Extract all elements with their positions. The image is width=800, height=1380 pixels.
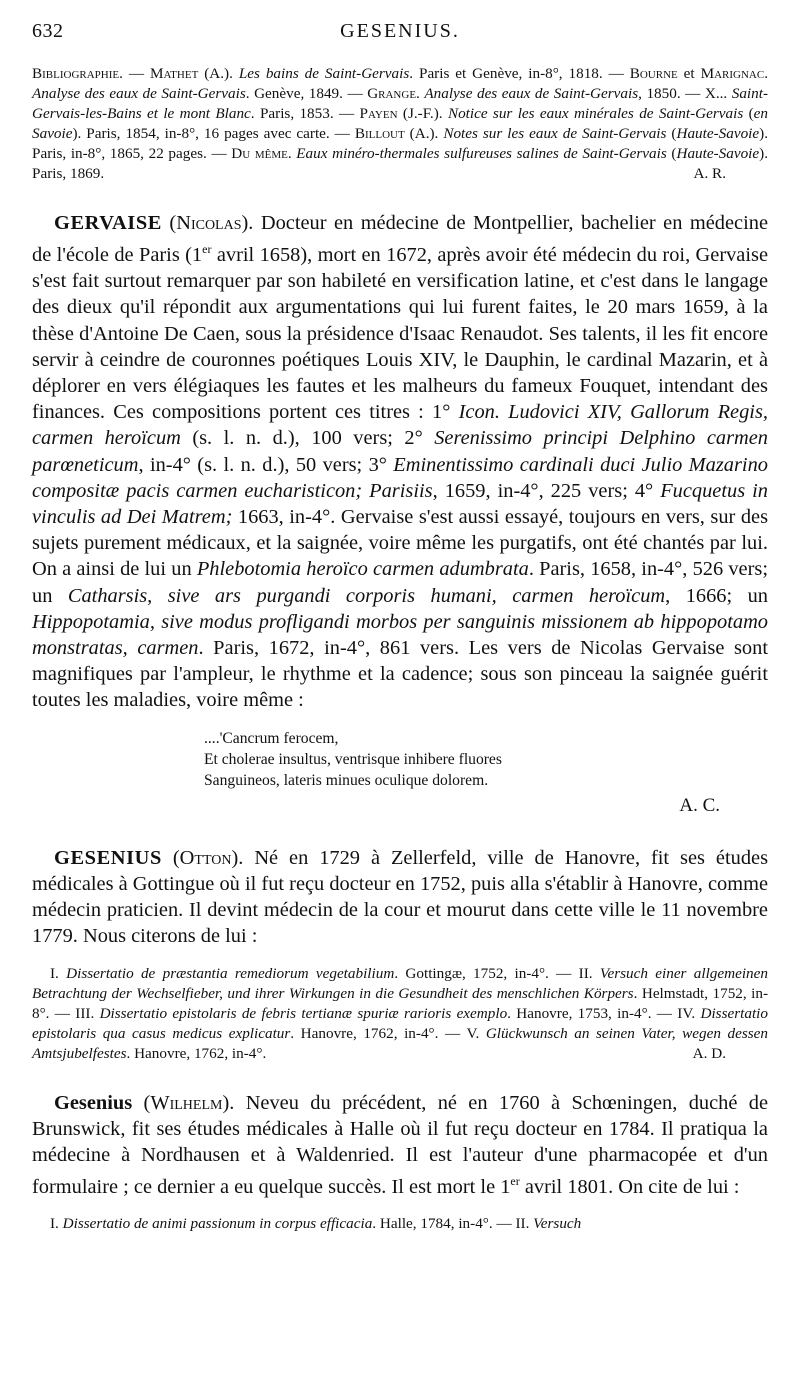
headword: Gesenius (54, 1091, 133, 1114)
work-title: Serenissimo principi Delphino carmen parœneticum (32, 427, 768, 476)
text-run: ( (666, 125, 677, 142)
work-title: Versuch (533, 1215, 582, 1233)
superscript: er (510, 1174, 520, 1189)
article-gesenius-wilhelm (32, 1090, 768, 1235)
author-name: Marignac (700, 65, 765, 82)
text-run: , 1850. — X... (638, 85, 732, 102)
verse-line: Sanguineos, lateris minues oculique dolorem. (204, 771, 489, 789)
text-run: . Paris, 1853. — (250, 105, 360, 122)
text-run: . (764, 65, 768, 82)
bibliography-label: Bibliographie. (32, 65, 123, 82)
work-title: Analyse des eaux de Saint-Gervais (424, 85, 639, 102)
text-run: . Genève, 1849. — (245, 85, 368, 102)
given-name: (Nicolas). (161, 212, 261, 234)
author-name: Du même (231, 145, 288, 162)
work-title: Hippopotamia, sive modus profligandi morbos per sanguinis missionem ab hippopotamo monstratas, carmen (32, 610, 768, 660)
work-title: Haute-Savoie (676, 145, 760, 162)
text-run: , 1666; un (665, 584, 768, 607)
work-title: en Savoie (32, 105, 769, 142)
text-run: Né en 1729 à Zellerfeld, ville de Hanovre, fit ses études médicales à Gottingue où il fut reçu docteur en 1752, puis alla s'établir à Hanovre, comme médecin praticien. Il devint médecin de la cour et mourut dans cette ville le 11 novembre 1779. Nous citerons de lui : (32, 846, 769, 948)
text-run: — (122, 65, 150, 82)
text-run: et (677, 65, 701, 82)
article-body (32, 210, 768, 714)
work-title: Phlebotomia heroïco carmen adumbrata (196, 558, 529, 581)
text-run: (s. l. n. d.), 100 vers; 2° (180, 427, 435, 450)
text-run: . Paris, 1672, in-4°, 861 vers. Les vers de Nicolas Gervaise sont magnifiques par l'ampleur, le rhythme et la cadence; sous son pinceau la saignée guérit toutes les maladies, voire même : (32, 637, 768, 712)
text-run: ). Paris, in-8°, 1865, 22 pages. — (32, 125, 768, 162)
text-run: . Paris et Genève, in-8°, 1818. — (409, 65, 630, 82)
text-run: (A.). (198, 65, 239, 82)
verse-quote (204, 728, 768, 791)
work-title: Haute-Savoie (676, 125, 760, 142)
work-title: Notice sur les eaux minérales de Saint-Gervais (447, 105, 744, 122)
text-run: . Hanovre, 1762, in-4°. — V. (290, 1024, 486, 1042)
headword: GESENIUS (54, 846, 162, 869)
bibliography-paragraph (32, 64, 768, 184)
work-title: Fucquetus in vinculis ad Dei Matrem; (32, 479, 768, 529)
author-name: Bourne (629, 65, 678, 82)
text-run: . Helmstadt, 1752, in-8°. — III. (32, 984, 769, 1022)
work-title: Dissertatio de animi passionum in corpus efficacia (62, 1215, 373, 1233)
page-number: 632 (32, 20, 64, 42)
work-title: Versuch einer allgemeinen Betrachtung der Wechselfieber, und ihrer Wirkungen in die Gesundheit des menschlichen Körpers (32, 964, 768, 1002)
work-title: Icon. Ludovici XIV, Gallorum Regis, carmen heroïcum (32, 401, 768, 450)
text-run: Neveu du précédent, né en 1760 à Schœningen, duché de Brunswick, fit ses études médicales à Halle où il fut reçu docteur en 1784. Il pratiqua la médecine à Nordhausen et à Waldenried. Il est l'auteur d'une pharmacopée et d'un formulaire ; ce dernier a eu quelque succès. Il est mort le 1 (32, 1091, 768, 1199)
work-title: Saint-Gervais-les-Bains et le mont Blanc (32, 85, 769, 122)
running-title: GESENIUS. (340, 20, 460, 42)
article-body (32, 845, 768, 950)
work-title: Eaux minéro-thermales sulfureuses salines de Saint-Gervais (296, 145, 667, 162)
text-run: . (287, 145, 297, 162)
given-name: (Otton). (161, 846, 255, 869)
works-list (32, 964, 768, 1064)
text-run: 1663, in-4°. Gervaise s'est aussi essayé, toujours en vers, sur des sujets purement médicaux, et la saignée, voire même les purgatifs, ont été chantés par lui. On a ainsi de lui un (32, 506, 769, 581)
work-title: Les bains de Saint-Gervais (238, 65, 410, 82)
text-run: ). Paris, 1854, in-8°, 16 pages avec carte. — (72, 125, 355, 142)
page (32, 20, 768, 1234)
text-run: . Gottingæ, 1752, in-4°. — II. (394, 964, 600, 982)
article-gesenius-otton (32, 845, 768, 1064)
text-run: . (416, 85, 425, 102)
verse-line: Et cholerae insultus, ventrisque inhibere fluores (204, 750, 502, 768)
text-run: avril 1658), mort en 1672, après avoir été médecin du roi, Gervaise s'est fait surtout remarquer par son habileté en versification latine, et c'est dans le langage des dieux qu'il répondit aux argumentations qui lui furent faites, le 20 mars 1659, à la thèse d'Antoine De Caen, sous la présidence d'Isaac Renaudot. Ses talents, il les fit encore servir à ceindre de couronnes poétiques Louis XIV, le Dauphin, le cardinal Mazarin, et à déplorer en vers élégiaques les fautes et les malheurs du fameux Fouquet, intendant des finances. Ces compositions portent ces titres : 1° (32, 244, 769, 424)
bibliography-signature: A. R. (693, 165, 726, 182)
text-run: , 1659, in-4°, 225 vers; 4° (432, 479, 661, 502)
text-run: ( (666, 145, 677, 162)
text-run: , in-4° (s. l. n. d.), 50 vers; 3° (138, 453, 394, 476)
verse-line: ....'Cancrum ferocem, (204, 729, 339, 747)
author-name: Grange (367, 85, 417, 102)
text-run: . Halle, 1784, in-4°. — II. (372, 1215, 534, 1233)
text-run: Docteur en médecine de Montpellier, bachelier en médecine de l'école de Paris (1 (32, 212, 768, 266)
text-run: avril 1801. On cite de lui : (519, 1176, 740, 1199)
page-header (32, 20, 768, 50)
text-run: (A.). (404, 125, 444, 142)
text-run: . Hanovre, 1753, in-4°. — IV. (507, 1004, 701, 1022)
work-title: Eminentissimo cardinali duci Julio Mazarino compositæ pacis carmen eucharisticon; Parisiis (32, 453, 768, 502)
article-signature: A. D. (692, 1044, 726, 1062)
text-run: I. (50, 964, 67, 982)
work-title: Glückwunsch an seinen Vater, wegen dessen Amtsjubelfestes (32, 1024, 768, 1062)
text-run: (J.-F.). (397, 105, 448, 122)
work-title: Dissertatio epistolaris de febris tertianæ spuriæ rarioris exemplo (99, 1004, 508, 1022)
text-run: ). Paris, 1869. (32, 145, 768, 182)
headword: GERVAISE (54, 212, 162, 234)
work-title: Notes sur les eaux de Saint-Gervais (443, 125, 667, 142)
author-name: Payen (359, 105, 398, 122)
work-title: Dissertatio de præstantia remediorum vegetabilium (66, 964, 395, 982)
work-title: Analyse des eaux de Saint-Gervais (32, 85, 246, 102)
work-title: Catharsis, sive ars purgandi corporis humani, carmen heroïcum (67, 584, 666, 607)
text-run: . Paris, 1658, in-4°, 526 vers; un (32, 558, 768, 607)
superscript: er (202, 242, 212, 257)
work-title: Dissertatio epistolaris qua casus medicus explicatur (32, 1004, 768, 1042)
article-gervaise (32, 210, 768, 819)
text-run: ( (743, 105, 754, 122)
text-run: . Hanovre, 1762, in-4°. (126, 1044, 267, 1062)
author-name: Billout (354, 125, 405, 142)
text-run: I. (50, 1215, 63, 1233)
article-signature: A. C. (679, 794, 720, 816)
works-list (32, 1214, 768, 1234)
given-name: (Wilhelm). (132, 1091, 246, 1114)
article-body (32, 1090, 768, 1201)
author-name: Mathet (149, 65, 199, 82)
